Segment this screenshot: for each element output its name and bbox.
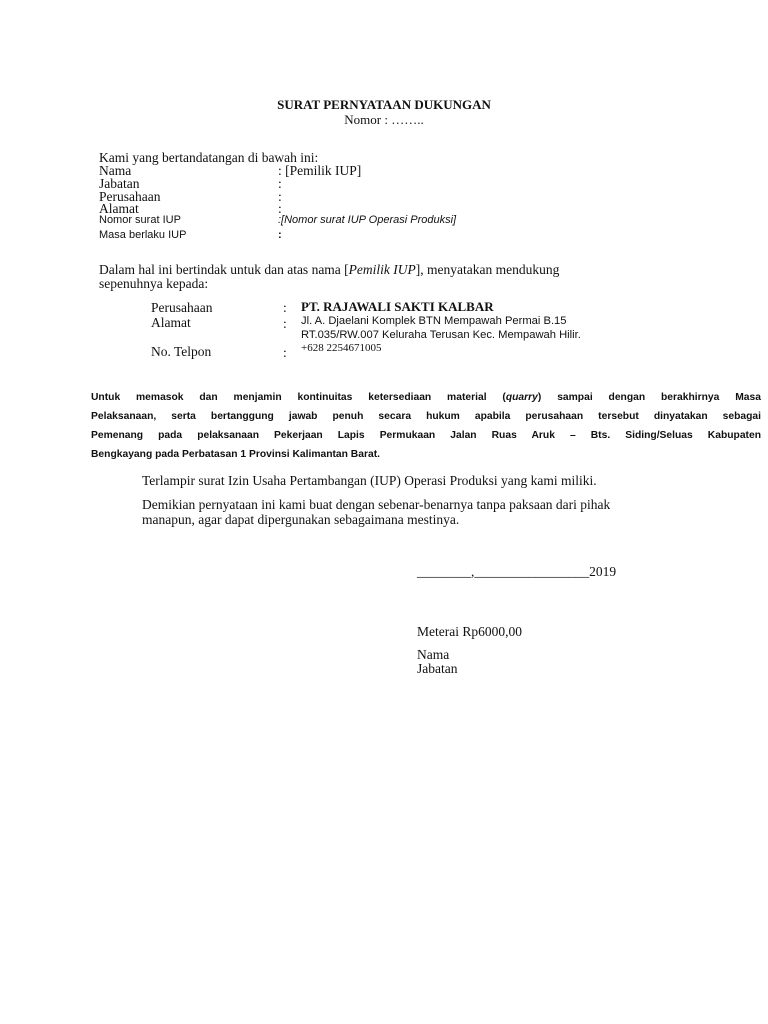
signature-stamp: Meterai Rp6000,00 (417, 624, 522, 639)
field-value-nama: : [Pemilik IUP] (278, 163, 362, 178)
purpose-post: ) sampai dengan berakhirnya Masa (537, 392, 761, 403)
closing-line-1: Demikian pernyataan ini kami buat dengan sebenar-benarnya tanpa paksaan dari pihak (142, 497, 611, 512)
attachment-text: Terlampir surat Izin Usaha Pertambangan (IUP) Operasi Produksi yang kami miliki. (142, 473, 597, 488)
recipient-address-label: Alamat (151, 315, 191, 330)
purpose-line-4: Bengkayang pada Perbatasan 1 Provinsi Kalimantan Barat. (91, 449, 380, 460)
representation-post: ], menyatakan mendukung (415, 262, 560, 277)
document-number: Nomor : …….. (344, 112, 424, 127)
field-value-jabatan: : (278, 176, 282, 191)
purpose-line-3: Pemenang pada pelaksanaan Pekerjaan Lapis Permukaan Jalan Ruas Aruk – Bts. Siding/Seluas Kabupaten (91, 430, 761, 441)
recipient-phone-value: +628 2254671005 (301, 342, 382, 354)
closing-line-2: manapun, agar dapat dipergunakan sebagaimana mestinya. (142, 512, 460, 527)
representation-line-2: sepenuhnya kepada: (99, 276, 209, 291)
recipient-address-colon: : (283, 316, 287, 331)
representation-italic: Pemilik IUP (348, 262, 416, 277)
signature-name: Nama (417, 647, 450, 662)
purpose-line-1 (91, 388, 761, 407)
recipient-phone-label: No. Telpon (151, 344, 212, 359)
purpose-pre: Untuk memasok dan menjamin kontinuitas ketersediaan material ( (91, 392, 506, 403)
signature-date-line: ________,_________________2019 (417, 564, 617, 579)
recipient-address-line-2: RT.035/RW.007 Keluraha Terusan Kec. Mempawah Hilir. (301, 329, 581, 341)
recipient-phone-colon: : (283, 345, 287, 360)
document-title: SURAT PERNYATAAN DUKUNGAN (277, 97, 491, 112)
field-label-nomor-iup: Nomor surat IUP (99, 214, 181, 226)
recipient-company-colon: : (283, 300, 287, 315)
signature-position: Jabatan (417, 661, 458, 676)
recipient-company-label: Perusahaan (151, 300, 213, 315)
field-label-perusahaan: Perusahaan (99, 189, 161, 204)
field-label-jabatan: Jabatan (99, 176, 140, 191)
field-value-alamat: : (278, 201, 282, 216)
intro-text: Kami yang bertandatangan di bawah ini: (99, 150, 319, 165)
field-value-perusahaan: : (278, 189, 282, 204)
representation-pre: Dalam hal ini bertindak untuk dan atas nama [ (99, 262, 349, 277)
recipient-address-line-1: Jl. A. Djaelani Komplek BTN Mempawah Permai B.15 (301, 315, 567, 327)
purpose-paragraph (91, 388, 761, 464)
purpose-italic: quarry (505, 392, 538, 403)
recipient-company-value: PT. RAJAWALI SAKTI KALBAR (301, 299, 494, 314)
field-label-alamat: Alamat (99, 201, 139, 216)
field-value-masa-berlaku: : (278, 229, 282, 241)
field-label-nama: Nama (99, 163, 132, 178)
purpose-line-2: Pelaksanaan, serta bertanggung jawab penuh secara hukum apabila perusahaan tersebut dinyatakan sebagai (91, 411, 761, 422)
field-value-nomor-iup: :[Nomor surat IUP Operasi Produksi] (278, 214, 457, 226)
field-label-masa-berlaku: Masa berlaku IUP (99, 229, 187, 241)
